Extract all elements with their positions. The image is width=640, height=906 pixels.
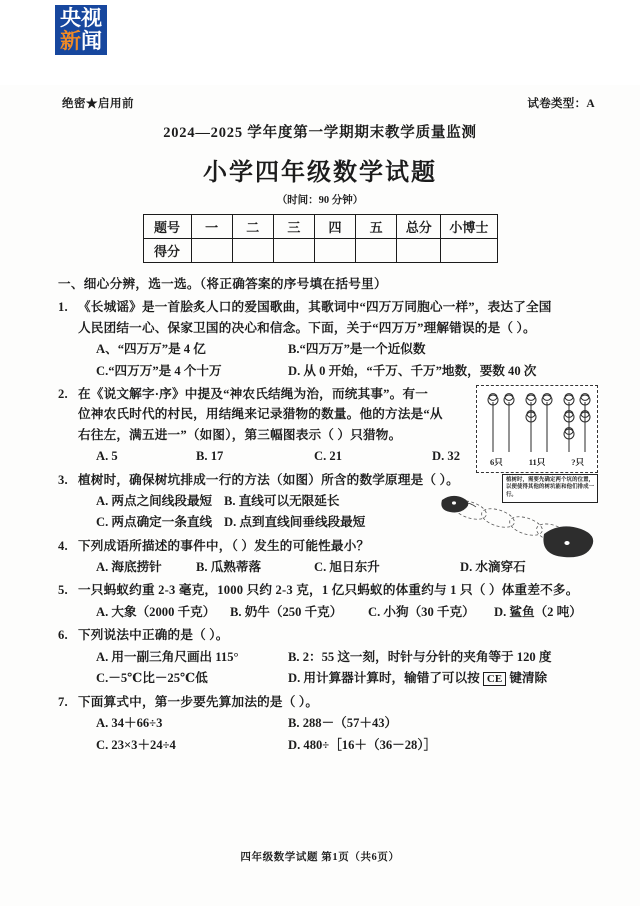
question-6 bbox=[58, 625, 590, 689]
question-3-option-d[interactable]: D. 点到直线间垂线段最短 bbox=[224, 515, 366, 530]
logo-char-wen: 闻 bbox=[81, 30, 102, 53]
question-2-number: 2. bbox=[58, 386, 68, 401]
question-4 bbox=[58, 536, 590, 578]
row-label-question-no: 题号 bbox=[143, 215, 191, 239]
question-6-text: 下列说法中正确的是（ ）。 bbox=[78, 628, 229, 643]
questions-body bbox=[58, 274, 594, 755]
exam-session-line: 2024—2025 学年度第一学期期末教学质量监测 bbox=[163, 125, 477, 141]
column-header-1: 一 bbox=[191, 215, 232, 239]
paper-top-line bbox=[62, 95, 595, 117]
question-2-option-b[interactable]: B. 17 bbox=[196, 449, 224, 464]
question-7-option-d[interactable]: D. 480÷［16＋（36－28）］ bbox=[288, 737, 437, 752]
question-2-text-line3: 右往左，满五进一”（如图），第三幅图表示（ ）只猎物。 bbox=[78, 427, 402, 442]
question-1-option-c[interactable]: C.“四万万”是 4 个十万 bbox=[96, 363, 222, 378]
page-title: 小学四年级数学试题 bbox=[203, 159, 437, 186]
question-5-option-c[interactable]: C. 小狗（30 千克） bbox=[368, 604, 475, 619]
question-4-number: 4. bbox=[58, 538, 68, 553]
rope-captions bbox=[477, 456, 597, 470]
question-3-option-c[interactable]: C. 两点确定一条直线 bbox=[96, 515, 213, 530]
question-7-options bbox=[78, 713, 590, 755]
score-cell-4[interactable] bbox=[314, 239, 355, 263]
column-header-2: 二 bbox=[232, 215, 273, 239]
question-7-option-c[interactable]: C. 23×3＋24÷4 bbox=[96, 737, 176, 752]
score-cell-total[interactable] bbox=[397, 239, 441, 263]
score-table bbox=[143, 214, 498, 263]
question-1-option-a[interactable]: A、“四万万”是 4 亿 bbox=[96, 342, 206, 357]
question-3-number: 3. bbox=[58, 472, 68, 487]
question-5 bbox=[58, 580, 590, 622]
question-2-text-line1: 在《说文解字·序》中提及“神农氏结绳为治，而统其事”。有一 bbox=[78, 386, 429, 401]
question-1 bbox=[58, 297, 590, 381]
rope-caption-2: 11只 bbox=[528, 457, 546, 468]
knotted-rope-diagram bbox=[476, 385, 598, 473]
question-7 bbox=[58, 692, 590, 755]
option-row bbox=[78, 602, 590, 622]
score-cell-5[interactable] bbox=[356, 239, 397, 263]
option-row bbox=[78, 647, 590, 667]
question-5-option-a[interactable]: A. 大象（2000 千克） bbox=[96, 604, 216, 619]
question-5-option-d[interactable]: D. 鲨鱼（2 吨） bbox=[494, 604, 582, 619]
question-3-option-a[interactable]: A. 两点之间线段最短 bbox=[96, 493, 213, 508]
question-7-option-a[interactable]: A. 34＋66÷3 bbox=[96, 716, 163, 731]
question-1-text-line2: 人民团结一心、保家卫国的决心和信念。下面，关于“四万万”理解错误的是（ ）。 bbox=[78, 320, 536, 335]
logo-line-two bbox=[60, 31, 102, 52]
question-6-stem bbox=[58, 625, 590, 645]
paper-type-label: 试卷类型：A bbox=[527, 98, 595, 110]
calculator-ce-key[interactable]: CE bbox=[483, 672, 506, 686]
question-5-stem bbox=[58, 580, 590, 600]
question-1-option-d[interactable]: D. 从 0 开始，“千万、千万”地数，要数 40 次 bbox=[288, 363, 537, 378]
question-2-text-line2: 位神农氏时代的村民，用结绳来记录猎物的数量。他的方法是“从 bbox=[78, 407, 443, 422]
question-5-options bbox=[78, 602, 590, 622]
secret-notice: 绝密★启用前 bbox=[62, 98, 134, 110]
question-1-option-b[interactable]: B.“四万万”是一个近似数 bbox=[288, 342, 426, 357]
question-6-option-d-tail: 键清除 bbox=[509, 671, 548, 686]
question-1-number: 1. bbox=[58, 300, 68, 315]
question-2-option-a[interactable]: A. 5 bbox=[96, 449, 118, 464]
column-header-bonus: 小博士 bbox=[441, 215, 497, 239]
question-5-number: 5. bbox=[58, 583, 68, 598]
tree-pit-note: 植树时，需要先确定两个坑的位置，以便使得其他的树坑能和他们排成一行。 bbox=[502, 474, 598, 503]
rope-caption-1: 6只 bbox=[489, 457, 503, 468]
option-row bbox=[78, 713, 590, 733]
column-header-4: 四 bbox=[314, 215, 355, 239]
logo-line-one: 央视 bbox=[60, 7, 102, 30]
score-table-wrapper bbox=[0, 214, 640, 263]
question-6-option-b[interactable]: B. 2：55 这一刻，时针与分针的夹角等于 120 度 bbox=[288, 649, 552, 664]
column-header-total: 总分 bbox=[397, 215, 441, 239]
score-cell-3[interactable] bbox=[273, 239, 314, 263]
cctv-news-logo bbox=[55, 5, 107, 55]
score-cell-2[interactable] bbox=[232, 239, 273, 263]
column-header-3: 三 bbox=[273, 215, 314, 239]
question-4-option-a[interactable]: A. 海底捞针 bbox=[96, 560, 162, 575]
exam-duration-note: （时间：90 分钟） bbox=[276, 195, 364, 206]
option-row bbox=[78, 339, 590, 359]
logo-char-xin: 新 bbox=[60, 30, 81, 53]
question-3-text: 植树时，确保树坑排成一行的方法（如图）所含的数学原理是（ ）。 bbox=[78, 472, 459, 487]
rope-caption-3: ?只 bbox=[571, 457, 584, 468]
question-2-option-c[interactable]: C. 21 bbox=[314, 449, 342, 464]
column-header-5: 五 bbox=[356, 215, 397, 239]
page-footer: 四年级数学试题 第1页（共6页） bbox=[240, 852, 400, 863]
question-3-option-b[interactable]: B. 直线可以无限延长 bbox=[224, 493, 340, 508]
option-row bbox=[78, 557, 590, 577]
question-7-option-b[interactable]: B. 288－（57＋43） bbox=[288, 716, 398, 731]
question-6-number: 6. bbox=[58, 628, 68, 643]
option-row bbox=[78, 361, 590, 381]
score-cell-bonus[interactable] bbox=[441, 239, 497, 263]
exam-paper-sheet bbox=[0, 85, 640, 906]
table-row bbox=[143, 215, 497, 239]
question-6-options bbox=[78, 647, 590, 689]
question-6-option-d-text: D. 用计算器计算时，输错了可以按 bbox=[288, 671, 480, 686]
score-cell-1[interactable] bbox=[191, 239, 232, 263]
question-4-option-c[interactable]: C. 旭日东升 bbox=[314, 560, 380, 575]
question-4-options bbox=[78, 557, 590, 577]
question-3 bbox=[58, 470, 594, 533]
question-4-text: 下列成语所描述的事件中，（ ）发生的可能性最小？ bbox=[78, 538, 370, 553]
question-2-option-d[interactable]: D. 32 bbox=[432, 449, 460, 464]
question-4-option-d[interactable]: D. 水滴穿石 bbox=[460, 560, 526, 575]
question-7-text: 下面算式中，第一步要先算加法的是（ ）。 bbox=[78, 694, 319, 709]
question-7-number: 7. bbox=[58, 694, 68, 709]
option-row bbox=[78, 735, 590, 755]
section-heading-one: 一、细心分辨，选一选。（将正确答案的序号填在括号里） bbox=[58, 277, 387, 291]
question-6-option-a[interactable]: A. 用一副三角尺画出 115° bbox=[96, 649, 239, 664]
question-2 bbox=[58, 384, 590, 467]
question-4-option-b[interactable]: B. 瓜熟蒂落 bbox=[196, 560, 262, 575]
question-7-stem bbox=[58, 692, 590, 712]
row-label-score: 得分 bbox=[143, 239, 191, 263]
option-row bbox=[78, 668, 590, 689]
question-1-options bbox=[78, 339, 590, 381]
question-6-option-d[interactable] bbox=[288, 668, 547, 689]
question-5-option-b[interactable]: B. 奶牛（250 千克） bbox=[230, 604, 343, 619]
question-1-stem bbox=[58, 297, 590, 317]
question-5-text: 一只蚂蚁约重 2-3 毫克，1000 只约 2-3 克，1 亿只蚂蚁的体重约与 1 只（ ）体重差不多。 bbox=[78, 583, 579, 598]
question-1-stem-cont bbox=[78, 318, 590, 338]
question-4-stem bbox=[58, 536, 590, 556]
question-1-text-line1: 《长城谣》是一首脍炙人口的爱国歌曲，其歌词中“四万万同胞心一样”，表达了全国 bbox=[78, 300, 552, 315]
table-row bbox=[143, 239, 497, 263]
question-6-option-c[interactable]: C.－5℃比－25℃低 bbox=[96, 671, 208, 686]
